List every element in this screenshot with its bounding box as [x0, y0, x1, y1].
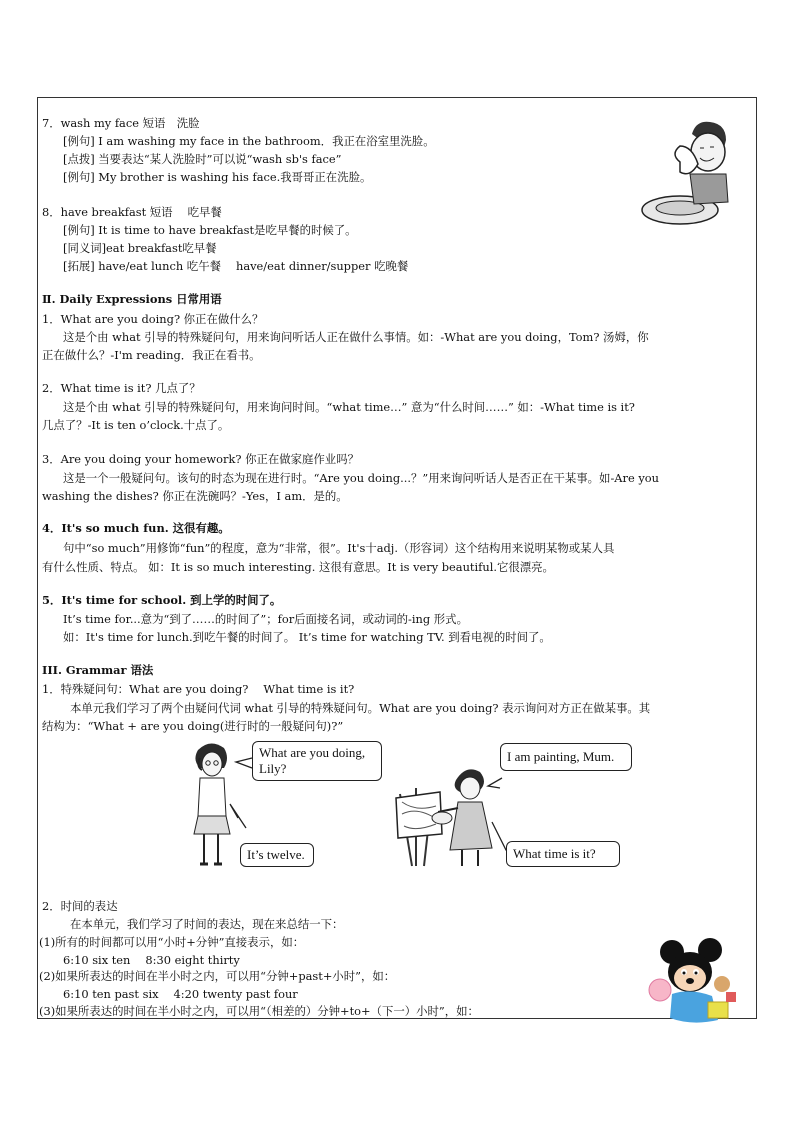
grammar-item-1-body: 本单元我们学习了两个由疑问代词 what 引导的特殊疑问句。What are you doing? 表示询问对方正在做某事。其	[70, 701, 651, 715]
time-rule-2: (2)如果所表达的时间在半小时之内，可以用“分钟+past+小时”，如：	[39, 969, 396, 983]
vocab-7-title: 7．wash my face 短语 洗脸	[42, 116, 200, 130]
daily-item-5-title: 5．It's time for school. 到上学的时间了。	[42, 593, 282, 607]
speech-bubble-question: What are you doing, Lily?	[252, 741, 382, 781]
vocab-8-title: 8．have breakfast 短语 吃早餐	[42, 205, 222, 219]
daily-item-1-body: 这是个由 what 引导的特殊疑问句，用来询问听话人正在做什么事情。如：-What are you doing，Tom? 汤姆，你	[63, 330, 649, 344]
speech-bubble-time-question: What time is it?	[506, 841, 620, 867]
grammar-item-2-intro: 在本单元，我们学习了时间的表达，现在来总结一下：	[70, 917, 344, 931]
grammar-item-1-body-cont: 结构为：“What + are you doing(进行时的一般疑问句)?”	[42, 719, 344, 733]
grammar-item-1-title: 1．特殊疑问句：What are you doing? What time is it?	[42, 682, 355, 696]
speech-bubble-answer: It’s twelve.	[240, 843, 314, 867]
time-rule-1-example: 6:10 six ten 8:30 eight thirty	[63, 953, 240, 967]
vocab-7-tip: [点拨] 当要表达“某人洗脸时”可以说“wash sb's face”	[63, 152, 342, 166]
daily-item-4-body: 句中“so much”用修饰“fun”的程度，意为“非常，很”。It's十adj.（形容词）这个结构用来说明某物或某人具	[63, 541, 615, 555]
grammar-heading: III. Grammar 语法	[42, 663, 154, 677]
daily-item-3-title: 3．Are you doing your homework? 你正在做家庭作业吗？	[42, 452, 359, 466]
daily-item-2-body-cont: 几点了？-It is ten o’clock.十点了。	[42, 418, 230, 432]
grammar-item-2-title: 2．时间的表达	[42, 899, 118, 913]
boy-washing-face-illustration	[640, 118, 732, 230]
speech-bubble-painting: I am painting, Mum.	[500, 743, 632, 771]
daily-item-3-body-cont: washing the dishes? 你正在洗碗吗？-Yes，I am．是的。	[42, 489, 348, 503]
vocab-8-extension: [拓展] have/eat lunch 吃午餐 have/eat dinner/supper 吃晚餐	[63, 259, 409, 273]
daily-item-2-body: 这是个由 what 引导的特殊疑问句，用来询问时间。“what time…” 意为“什么时间……” 如：-What time is it?	[63, 400, 635, 414]
time-rule-1: (1)所有的时间都可以用“小时+分钟”直接表示，如：	[39, 935, 305, 949]
daily-item-4-title: 4．It's so much fun. 这很有趣。	[42, 521, 230, 535]
daily-item-5-body: It’s time for...意为“到了……的时间了”；for后面接名词，或动词的-ing 形式。	[63, 612, 468, 626]
daily-item-5-body-cont: 如：It's time for lunch.到吃午餐的时间了。 It’s time for watching TV. 到看电视的时间了。	[63, 630, 551, 644]
vocab-8-synonym: [同义词]eat breakfast吃早餐	[63, 241, 217, 255]
vocab-7-example-2: [例句] My brother is washing his face.我哥哥正在洗脸。	[63, 170, 372, 184]
vocab-8-example: [例句] It is time to have breakfast是吃早餐的时候了。	[63, 223, 357, 237]
daily-item-3-body: 这是一个一般疑问句。该句的时态为现在进行时。“Are you doing...？”用来询问听话人是否正在干某事。如-Are you	[63, 471, 659, 485]
daily-item-1-title: 1．What are you doing? 你正在做什么？	[42, 312, 264, 326]
daily-item-4-body-cont: 有什么性质、特点。 如：It is so much interesting. 这很有意思。It is very beautiful.它很漂亮。	[42, 560, 554, 574]
daily-item-1-body-cont: 正在做什么？-I'm reading．我正在看书。	[42, 348, 261, 362]
vocab-7-example: [例句] I am washing my face in the bathroom．我正在浴室里洗脸。	[63, 134, 435, 148]
time-rule-2-example: 6:10 ten past six 4:20 twenty past four	[63, 987, 298, 1001]
daily-item-2-title: 2．What time is it? 几点了？	[42, 381, 201, 395]
time-rule-3: (3)如果所表达的时间在半小时之内，可以用“（相差的）分钟+to+（下一）小时”，如：	[39, 1004, 479, 1018]
daily-expressions-heading: Ⅱ. Daily Expressions 日常用语	[42, 292, 222, 306]
cartoon-mouse-decoration	[646, 938, 738, 1026]
